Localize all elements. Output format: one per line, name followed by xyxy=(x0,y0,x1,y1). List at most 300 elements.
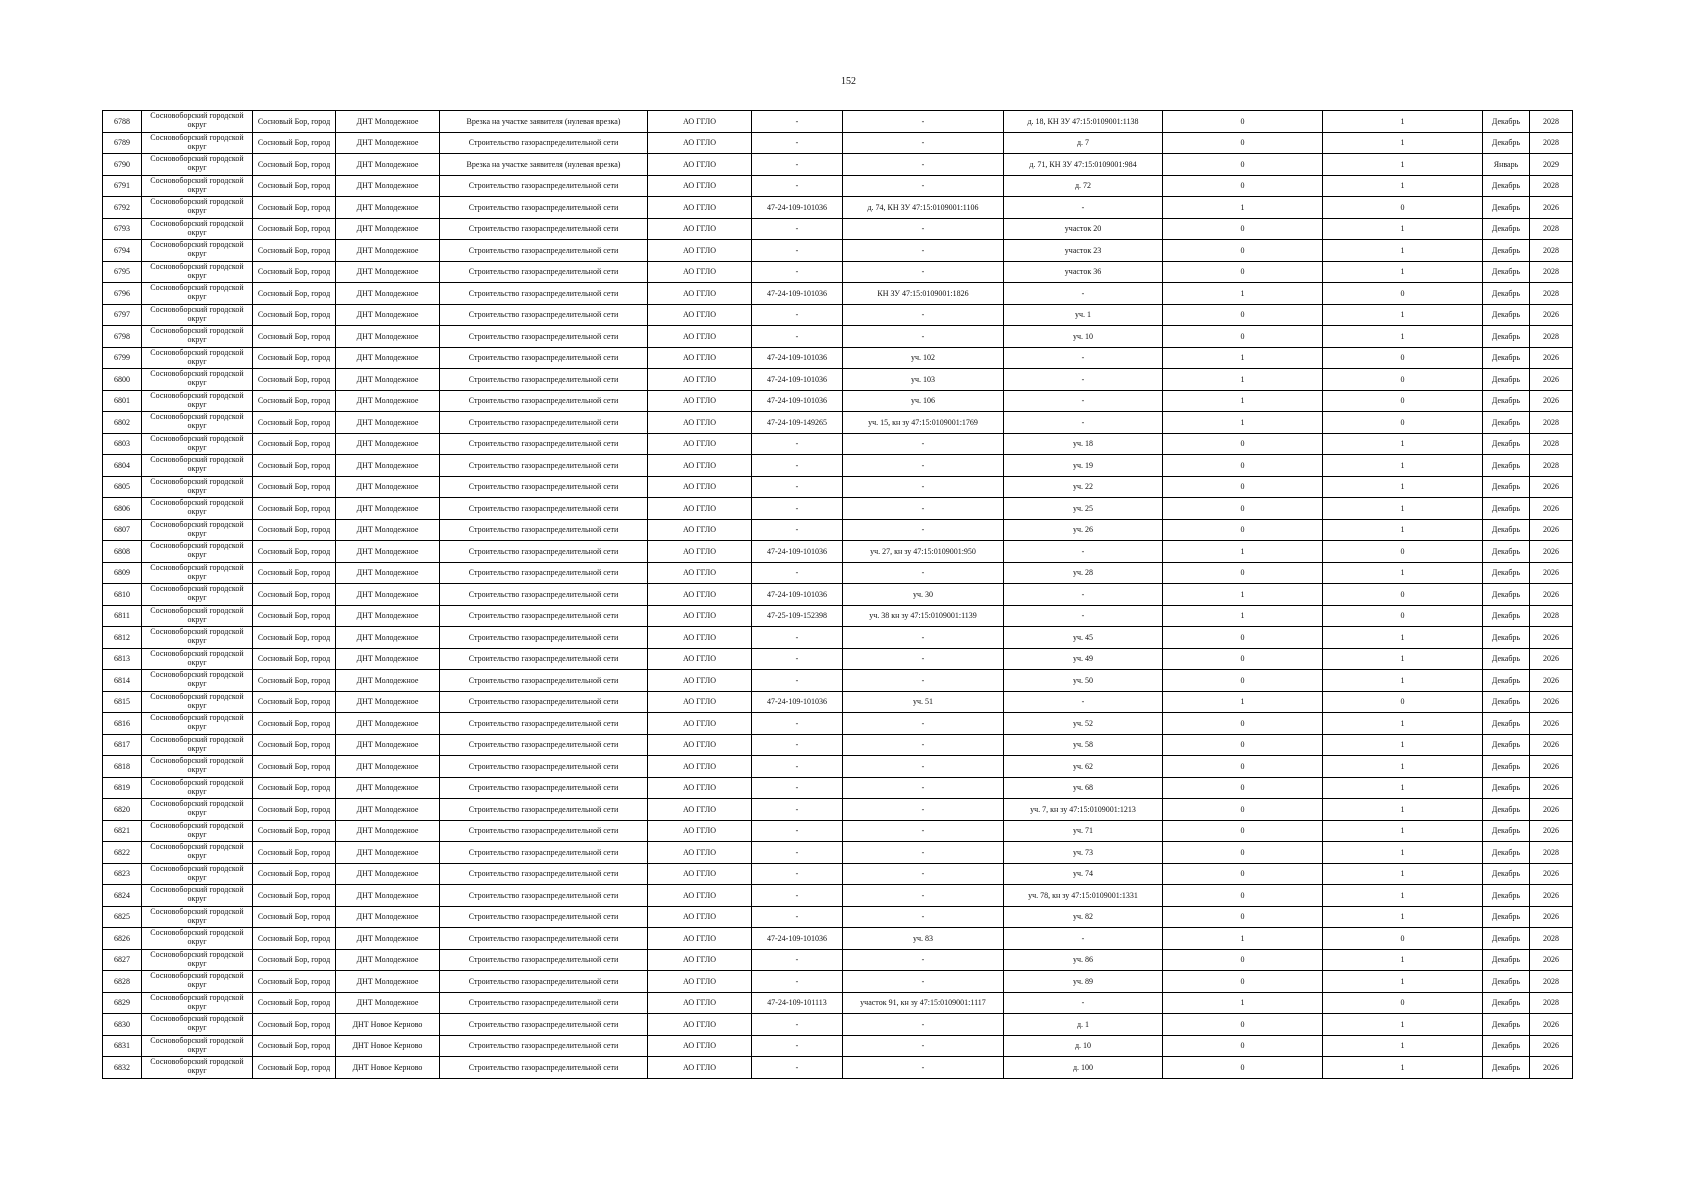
row-number-cell: 6830 xyxy=(103,1014,142,1036)
address-a-cell: - xyxy=(843,777,1004,799)
count-b-cell: 1 xyxy=(1323,455,1483,477)
address-a-cell: участок 91, кн зу 47:15:0109001:1117 xyxy=(843,992,1004,1014)
operator-cell: АО ГГЛО xyxy=(648,240,752,262)
address-b-cell: - xyxy=(1004,369,1163,391)
operator-cell: АО ГГЛО xyxy=(648,369,752,391)
count-a-cell: 0 xyxy=(1163,670,1323,692)
address-b-cell: участок 20 xyxy=(1004,218,1163,240)
month-cell: Декабрь xyxy=(1483,691,1530,713)
tu-number-cell: - xyxy=(752,648,843,670)
work-type-cell: Строительство газораспределительной сети xyxy=(440,369,648,391)
snt-name-cell: ДНТ Молодежное xyxy=(336,304,440,326)
month-cell: Декабрь xyxy=(1483,476,1530,498)
district-text: Сосновоборский городской округ xyxy=(150,498,244,516)
table-row xyxy=(103,562,1573,584)
district-cell xyxy=(142,519,253,541)
work-type-cell: Строительство газораспределительной сети xyxy=(440,949,648,971)
work-type-cell: Строительство газораспределительной сети xyxy=(440,734,648,756)
row-number-cell: 6815 xyxy=(103,691,142,713)
year-cell: 2026 xyxy=(1530,519,1573,541)
tu-number-cell: - xyxy=(752,627,843,649)
snt-name-cell: ДНТ Молодежное xyxy=(336,670,440,692)
month-cell: Декабрь xyxy=(1483,283,1530,305)
month-cell: Декабрь xyxy=(1483,498,1530,520)
operator-cell: АО ГГЛО xyxy=(648,756,752,778)
district-text: Сосновоборский городской округ xyxy=(150,433,244,452)
address-b-cell: д. 72 xyxy=(1004,175,1163,197)
work-type-cell: Строительство газораспределительной сети xyxy=(440,1035,648,1057)
settlement-cell: Сосновый Бор, город xyxy=(253,648,336,670)
table-row xyxy=(103,476,1573,498)
table-row xyxy=(103,326,1573,348)
district-text: Сосновоборский городской округ xyxy=(150,992,244,1011)
work-type-cell: Строительство газораспределительной сети xyxy=(440,433,648,455)
settlement-cell: Сосновый Бор, город xyxy=(253,175,336,197)
snt-name-cell: ДНТ Молодежное xyxy=(336,992,440,1014)
table-row xyxy=(103,240,1573,262)
settlement-cell: Сосновый Бор, город xyxy=(253,498,336,520)
district-cell xyxy=(142,154,253,176)
operator-cell: АО ГГЛО xyxy=(648,627,752,649)
district-text: Сосновоборский городской округ xyxy=(150,756,244,774)
address-b-cell: - xyxy=(1004,584,1163,606)
address-a-cell: уч. 27, кн зу 47:15:0109001:950 xyxy=(843,541,1004,563)
district-cell xyxy=(142,498,253,520)
district-text: Сосновоборский городской округ xyxy=(150,777,244,796)
month-cell: Декабрь xyxy=(1483,584,1530,606)
district-cell xyxy=(142,627,253,649)
address-b-cell: уч. 1 xyxy=(1004,304,1163,326)
district-text: Сосновоборский городской округ xyxy=(150,1014,244,1032)
district-cell xyxy=(142,820,253,842)
district-cell xyxy=(142,197,253,219)
operator-cell: АО ГГЛО xyxy=(648,519,752,541)
count-b-cell: 1 xyxy=(1323,433,1483,455)
table-row xyxy=(103,971,1573,993)
address-b-cell: д. 1 xyxy=(1004,1014,1163,1036)
address-a-cell: - xyxy=(843,304,1004,326)
address-b-cell: - xyxy=(1004,992,1163,1014)
snt-name-cell: ДНТ Молодежное xyxy=(336,541,440,563)
table-row xyxy=(103,541,1573,563)
work-type-cell: Строительство газораспределительной сети xyxy=(440,1057,648,1079)
work-type-cell: Строительство газораспределительной сети xyxy=(440,670,648,692)
address-b-cell: уч. 28 xyxy=(1004,562,1163,584)
district-text: Сосновоборский городской округ xyxy=(150,820,244,839)
operator-cell: АО ГГЛО xyxy=(648,1035,752,1057)
page-number: 152 xyxy=(841,76,856,87)
year-cell: 2028 xyxy=(1530,111,1573,133)
count-a-cell: 0 xyxy=(1163,154,1323,176)
count-b-cell: 0 xyxy=(1323,691,1483,713)
snt-name-cell: ДНТ Молодежное xyxy=(336,562,440,584)
count-a-cell: 0 xyxy=(1163,498,1323,520)
tu-number-cell: - xyxy=(752,498,843,520)
settlement-cell: Сосновый Бор, город xyxy=(253,240,336,262)
row-number-cell: 6808 xyxy=(103,541,142,563)
snt-name-cell: ДНТ Молодежное xyxy=(336,433,440,455)
year-cell: 2026 xyxy=(1530,390,1573,412)
month-cell: Декабрь xyxy=(1483,519,1530,541)
address-b-cell: - xyxy=(1004,412,1163,434)
district-text: Сосновоборский городской округ xyxy=(150,369,244,387)
row-number-cell: 6820 xyxy=(103,799,142,821)
address-b-cell: д. 100 xyxy=(1004,1057,1163,1079)
work-type-cell: Строительство газораспределительной сети xyxy=(440,197,648,219)
count-a-cell: 0 xyxy=(1163,971,1323,993)
count-b-cell: 1 xyxy=(1323,627,1483,649)
district-cell xyxy=(142,369,253,391)
work-type-cell: Строительство газораспределительной сети xyxy=(440,326,648,348)
address-b-cell: уч. 62 xyxy=(1004,756,1163,778)
tu-number-cell: - xyxy=(752,218,843,240)
address-a-cell: - xyxy=(843,734,1004,756)
address-a-cell: - xyxy=(843,713,1004,735)
year-cell: 2026 xyxy=(1530,756,1573,778)
snt-name-cell: ДНТ Молодежное xyxy=(336,713,440,735)
address-b-cell: - xyxy=(1004,928,1163,950)
address-a-cell: - xyxy=(843,949,1004,971)
year-cell: 2028 xyxy=(1530,218,1573,240)
table-row xyxy=(103,369,1573,391)
operator-cell: АО ГГЛО xyxy=(648,197,752,219)
year-cell: 2026 xyxy=(1530,1035,1573,1057)
snt-name-cell: ДНТ Молодежное xyxy=(336,756,440,778)
work-type-cell: Строительство газораспределительной сети xyxy=(440,347,648,369)
district-cell xyxy=(142,949,253,971)
settlement-cell: Сосновый Бор, город xyxy=(253,197,336,219)
tu-number-cell: - xyxy=(752,971,843,993)
count-b-cell: 1 xyxy=(1323,670,1483,692)
district-text: Сосновоборский городской округ xyxy=(150,605,244,624)
work-type-cell: Строительство газораспределительной сети xyxy=(440,390,648,412)
district-cell xyxy=(142,412,253,434)
snt-name-cell: ДНТ Молодежное xyxy=(336,283,440,305)
count-b-cell: 1 xyxy=(1323,1035,1483,1057)
address-b-cell: - xyxy=(1004,541,1163,563)
address-a-cell: - xyxy=(843,863,1004,885)
address-a-cell: - xyxy=(843,498,1004,520)
district-text: Сосновоборский городской округ xyxy=(150,132,244,151)
district-cell xyxy=(142,992,253,1014)
work-type-cell: Строительство газораспределительной сети xyxy=(440,455,648,477)
count-a-cell: 1 xyxy=(1163,605,1323,627)
year-cell: 2026 xyxy=(1530,799,1573,821)
snt-name-cell: ДНТ Молодежное xyxy=(336,777,440,799)
count-b-cell: 0 xyxy=(1323,347,1483,369)
settlement-cell: Сосновый Бор, город xyxy=(253,1014,336,1036)
address-a-cell: - xyxy=(843,476,1004,498)
work-type-cell: Строительство газораспределительной сети xyxy=(440,476,648,498)
district-text: Сосновоборский городской округ xyxy=(150,842,244,860)
district-text: Сосновоборский городской округ xyxy=(150,799,244,817)
district-cell xyxy=(142,648,253,670)
address-b-cell: уч. 82 xyxy=(1004,906,1163,928)
count-b-cell: 1 xyxy=(1323,111,1483,133)
month-cell: Декабрь xyxy=(1483,304,1530,326)
work-type-cell: Строительство газораспределительной сети xyxy=(440,842,648,864)
snt-name-cell: ДНТ Молодежное xyxy=(336,240,440,262)
count-b-cell: 1 xyxy=(1323,842,1483,864)
work-type-cell: Строительство газораспределительной сети xyxy=(440,412,648,434)
settlement-cell: Сосновый Бор, город xyxy=(253,347,336,369)
district-cell xyxy=(142,326,253,348)
table-row xyxy=(103,175,1573,197)
district-cell xyxy=(142,605,253,627)
count-b-cell: 1 xyxy=(1323,132,1483,154)
table-row xyxy=(103,885,1573,907)
snt-name-cell: ДНТ Молодежное xyxy=(336,842,440,864)
snt-name-cell: ДНТ Молодежное xyxy=(336,928,440,950)
year-cell: 2028 xyxy=(1530,971,1573,993)
tu-number-cell: - xyxy=(752,1057,843,1079)
settlement-cell: Сосновый Бор, город xyxy=(253,433,336,455)
count-b-cell: 1 xyxy=(1323,154,1483,176)
row-number-cell: 6821 xyxy=(103,820,142,842)
tu-number-cell: - xyxy=(752,455,843,477)
work-type-cell: Строительство газораспределительной сети xyxy=(440,820,648,842)
month-cell: Декабрь xyxy=(1483,1057,1530,1079)
year-cell: 2026 xyxy=(1530,648,1573,670)
operator-cell: АО ГГЛО xyxy=(648,111,752,133)
district-text: Сосновоборский городской округ xyxy=(150,562,244,581)
district-text: Сосновоборский городской округ xyxy=(150,519,244,538)
district-cell xyxy=(142,670,253,692)
address-a-cell: уч. 15, кн зу 47:15:0109001:1769 xyxy=(843,412,1004,434)
count-a-cell: 0 xyxy=(1163,756,1323,778)
district-text: Сосновоборский городской округ xyxy=(150,154,244,172)
count-a-cell: 0 xyxy=(1163,777,1323,799)
count-a-cell: 0 xyxy=(1163,1035,1323,1057)
row-number-cell: 6799 xyxy=(103,347,142,369)
address-a-cell: - xyxy=(843,261,1004,283)
count-b-cell: 1 xyxy=(1323,1014,1483,1036)
operator-cell: АО ГГЛО xyxy=(648,713,752,735)
work-type-cell: Строительство газораспределительной сети xyxy=(440,691,648,713)
row-number-cell: 6796 xyxy=(103,283,142,305)
district-text: Сосновоборский городской округ xyxy=(150,283,244,301)
district-text: Сосновоборский городской округ xyxy=(150,863,244,882)
count-a-cell: 0 xyxy=(1163,111,1323,133)
work-type-cell: Строительство газораспределительной сети xyxy=(440,863,648,885)
year-cell: 2026 xyxy=(1530,541,1573,563)
address-b-cell: уч. 86 xyxy=(1004,949,1163,971)
count-b-cell: 1 xyxy=(1323,304,1483,326)
address-b-cell: уч. 73 xyxy=(1004,842,1163,864)
operator-cell: АО ГГЛО xyxy=(648,949,752,971)
district-text: Сосновоборский городской округ xyxy=(150,261,244,280)
address-a-cell: уч. 51 xyxy=(843,691,1004,713)
district-cell xyxy=(142,390,253,412)
operator-cell: АО ГГЛО xyxy=(648,412,752,434)
address-b-cell: уч. 58 xyxy=(1004,734,1163,756)
year-cell: 2028 xyxy=(1530,326,1573,348)
address-a-cell: - xyxy=(843,906,1004,928)
table-row xyxy=(103,1035,1573,1057)
district-text: Сосновоборский городской округ xyxy=(150,455,244,473)
snt-name-cell: ДНТ Молодежное xyxy=(336,627,440,649)
district-cell xyxy=(142,1014,253,1036)
table-row xyxy=(103,519,1573,541)
address-a-cell: уч. 30 xyxy=(843,584,1004,606)
snt-name-cell: ДНТ Молодежное xyxy=(336,476,440,498)
tu-number-cell: - xyxy=(752,1035,843,1057)
district-text: Сосновоборский городской округ xyxy=(150,670,244,688)
count-a-cell: 0 xyxy=(1163,648,1323,670)
settlement-cell: Сосновый Бор, город xyxy=(253,154,336,176)
snt-name-cell: ДНТ Новое Керново xyxy=(336,1035,440,1057)
year-cell: 2026 xyxy=(1530,584,1573,606)
tu-number-cell: - xyxy=(752,562,843,584)
district-cell xyxy=(142,304,253,326)
count-a-cell: 0 xyxy=(1163,562,1323,584)
operator-cell: АО ГГЛО xyxy=(648,541,752,563)
settlement-cell: Сосновый Бор, город xyxy=(253,605,336,627)
month-cell: Декабрь xyxy=(1483,261,1530,283)
district-cell xyxy=(142,433,253,455)
address-b-cell: уч. 71 xyxy=(1004,820,1163,842)
count-a-cell: 1 xyxy=(1163,390,1323,412)
table-row xyxy=(103,777,1573,799)
snt-name-cell: ДНТ Молодежное xyxy=(336,820,440,842)
operator-cell: АО ГГЛО xyxy=(648,842,752,864)
settlement-cell: Сосновый Бор, город xyxy=(253,863,336,885)
count-a-cell: 0 xyxy=(1163,906,1323,928)
work-type-cell: Строительство газораспределительной сети xyxy=(440,240,648,262)
row-number-cell: 6818 xyxy=(103,756,142,778)
snt-name-cell: ДНТ Молодежное xyxy=(336,648,440,670)
table-row xyxy=(103,906,1573,928)
settlement-cell: Сосновый Бор, город xyxy=(253,111,336,133)
month-cell: Декабрь xyxy=(1483,326,1530,348)
settlement-cell: Сосновый Бор, город xyxy=(253,132,336,154)
count-a-cell: 0 xyxy=(1163,1014,1323,1036)
month-cell: Декабрь xyxy=(1483,799,1530,821)
table-body xyxy=(103,111,1573,1079)
table-row xyxy=(103,992,1573,1014)
count-a-cell: 0 xyxy=(1163,519,1323,541)
operator-cell: АО ГГЛО xyxy=(648,433,752,455)
count-a-cell: 1 xyxy=(1163,584,1323,606)
year-cell: 2028 xyxy=(1530,992,1573,1014)
work-type-cell: Строительство газораспределительной сети xyxy=(440,799,648,821)
table-row xyxy=(103,713,1573,735)
settlement-cell: Сосновый Бор, город xyxy=(253,1057,336,1079)
settlement-cell: Сосновый Бор, город xyxy=(253,326,336,348)
settlement-cell: Сосновый Бор, город xyxy=(253,906,336,928)
count-a-cell: 0 xyxy=(1163,433,1323,455)
year-cell: 2026 xyxy=(1530,197,1573,219)
tu-number-cell: 47-24-109-101036 xyxy=(752,584,843,606)
district-cell xyxy=(142,713,253,735)
address-a-cell: - xyxy=(843,154,1004,176)
settlement-cell: Сосновый Бор, город xyxy=(253,562,336,584)
month-cell: Декабрь xyxy=(1483,369,1530,391)
count-b-cell: 0 xyxy=(1323,584,1483,606)
address-b-cell: уч. 52 xyxy=(1004,713,1163,735)
district-text: Сосновоборский городской округ xyxy=(150,928,244,946)
year-cell: 2026 xyxy=(1530,777,1573,799)
operator-cell: АО ГГЛО xyxy=(648,261,752,283)
operator-cell: АО ГГЛО xyxy=(648,304,752,326)
district-cell xyxy=(142,756,253,778)
table-row xyxy=(103,283,1573,305)
work-type-cell: Строительство газораспределительной сети xyxy=(440,885,648,907)
year-cell: 2026 xyxy=(1530,347,1573,369)
row-number-cell: 6813 xyxy=(103,648,142,670)
settlement-cell: Сосновый Бор, город xyxy=(253,261,336,283)
year-cell: 2028 xyxy=(1530,928,1573,950)
tu-number-cell: - xyxy=(752,433,843,455)
row-number-cell: 6826 xyxy=(103,928,142,950)
operator-cell: АО ГГЛО xyxy=(648,283,752,305)
row-number-cell: 6819 xyxy=(103,777,142,799)
table-row xyxy=(103,584,1573,606)
count-b-cell: 0 xyxy=(1323,390,1483,412)
count-a-cell: 0 xyxy=(1163,734,1323,756)
settlement-cell: Сосновый Бор, город xyxy=(253,283,336,305)
operator-cell: АО ГГЛО xyxy=(648,605,752,627)
count-b-cell: 1 xyxy=(1323,562,1483,584)
count-b-cell: 0 xyxy=(1323,992,1483,1014)
snt-name-cell: ДНТ Молодежное xyxy=(336,347,440,369)
operator-cell: АО ГГЛО xyxy=(648,132,752,154)
snt-name-cell: ДНТ Молодежное xyxy=(336,863,440,885)
work-type-cell: Строительство газораспределительной сети xyxy=(440,928,648,950)
month-cell: Декабрь xyxy=(1483,734,1530,756)
address-a-cell: - xyxy=(843,218,1004,240)
settlement-cell: Сосновый Бор, город xyxy=(253,390,336,412)
address-a-cell: - xyxy=(843,562,1004,584)
table-row xyxy=(103,218,1573,240)
tu-number-cell: - xyxy=(752,906,843,928)
work-type-cell: Строительство газораспределительной сети xyxy=(440,519,648,541)
month-cell: Декабрь xyxy=(1483,928,1530,950)
table-row xyxy=(103,863,1573,885)
operator-cell: АО ГГЛО xyxy=(648,799,752,821)
address-a-cell: уч. 38 кн зу 47:15:0109001:1139 xyxy=(843,605,1004,627)
district-text: Сосновоборский городской округ xyxy=(150,390,244,409)
tu-number-cell: - xyxy=(752,1014,843,1036)
district-cell xyxy=(142,562,253,584)
district-text: Сосновоборский городской округ xyxy=(150,627,244,645)
district-text: Сосновоборский городской округ xyxy=(150,240,244,258)
count-a-cell: 0 xyxy=(1163,175,1323,197)
month-cell: Декабрь xyxy=(1483,627,1530,649)
month-cell: Декабрь xyxy=(1483,390,1530,412)
table-row xyxy=(103,648,1573,670)
settlement-cell: Сосновый Бор, город xyxy=(253,885,336,907)
count-b-cell: 1 xyxy=(1323,240,1483,262)
row-number-cell: 6800 xyxy=(103,369,142,391)
operator-cell: АО ГГЛО xyxy=(648,326,752,348)
address-a-cell: уч. 103 xyxy=(843,369,1004,391)
district-cell xyxy=(142,476,253,498)
row-number-cell: 6809 xyxy=(103,562,142,584)
tu-number-cell: - xyxy=(752,154,843,176)
district-cell xyxy=(142,240,253,262)
address-a-cell: - xyxy=(843,1035,1004,1057)
count-a-cell: 0 xyxy=(1163,863,1323,885)
count-b-cell: 0 xyxy=(1323,369,1483,391)
snt-name-cell: ДНТ Молодежное xyxy=(336,218,440,240)
table-row xyxy=(103,756,1573,778)
month-cell: Декабрь xyxy=(1483,713,1530,735)
year-cell: 2026 xyxy=(1530,906,1573,928)
district-cell xyxy=(142,885,253,907)
month-cell: Декабрь xyxy=(1483,820,1530,842)
month-cell: Декабрь xyxy=(1483,562,1530,584)
